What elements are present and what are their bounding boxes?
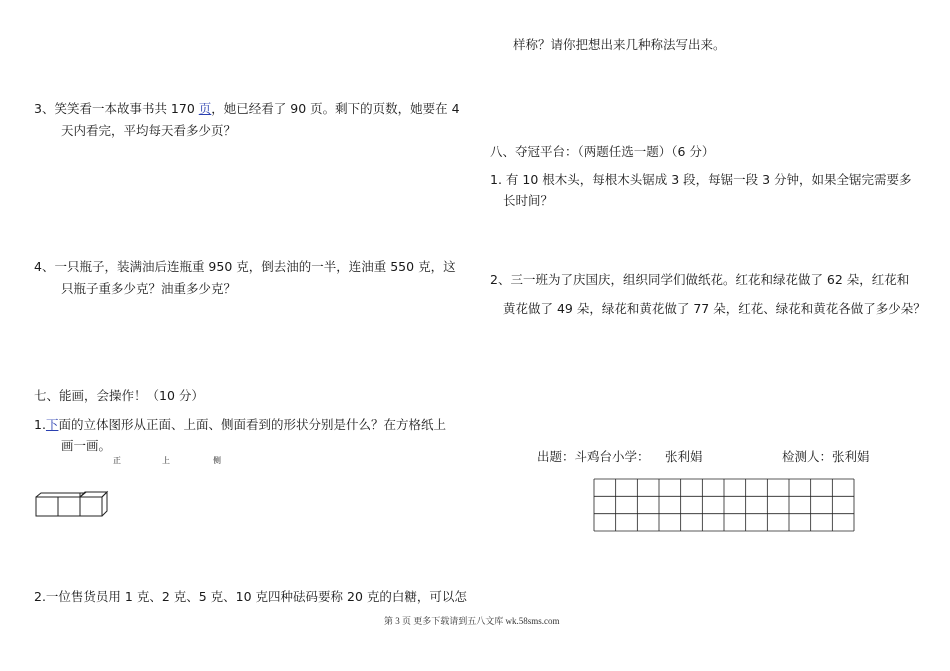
page-footer: 第 3 页 更多下载请到五八文库 wk.58sms.com	[384, 616, 560, 626]
grid-paper	[593, 478, 855, 532]
s8-q2-line2: 黄花做了 49 朵，绿花和黄花做了 77 朵，红花、绿花和黄花各做了多少朵？	[503, 301, 926, 316]
q4-line2: 只瓶子重多少克？油重多少克？	[61, 281, 237, 296]
q3-line2: 天内看完，平均每天看多少页？	[61, 123, 237, 138]
q3-page-link[interactable]: 页	[198, 101, 212, 116]
s7-q1-link[interactable]: 下	[45, 417, 59, 432]
s7-q1-prefix: 1.	[34, 417, 46, 432]
section7-title: 七、能画，会操作！（10 分）	[34, 388, 204, 403]
cube-figure	[34, 488, 114, 518]
view-label-top: 上	[162, 456, 170, 465]
right-top-continuation: 样称？请你把想出来几种称法写出来。	[513, 37, 726, 52]
q3-line1-b: ，她已经看了 90 页。剩下的页数，她要在 4	[211, 101, 460, 116]
s7-q2-line1: 2.一位售货员用 1 克、2 克、5 克、10 克四种砝码要称 20 克的白糖，可以怎	[34, 589, 467, 604]
view-label-front: 正	[113, 456, 121, 465]
s8-q1-line2: 长时间？	[503, 193, 554, 208]
q4-line1: 4、一只瓶子，装满油后连瓶重 950 克，倒去油的一半，连油重 550 克，这	[34, 259, 456, 274]
q3-line1-a: 3、笑笑看一本故事书共 170	[34, 101, 199, 116]
view-label-side: 侧	[213, 456, 221, 465]
s7-q1-rest: 面的立体图形从正面、上面、侧面看到的形状分别是什么？在方格纸上	[58, 417, 446, 432]
author-name: 张利娟	[665, 449, 703, 464]
section8-title: 八、夺冠平台：（两题任选一题）（6 分）	[490, 144, 715, 159]
s7-q1-line1	[34, 417, 446, 433]
author-label: 出题：斗鸡台小学：	[537, 449, 650, 464]
checker: 检测人：张利娟	[782, 449, 870, 464]
s8-q2-line1: 2、三一班为了庆国庆，组织同学们做纸花。红花和绿花做了 62 朵，红花和	[490, 272, 910, 287]
s7-q1-line2: 画一画。	[61, 438, 112, 453]
q3-line1	[34, 101, 460, 117]
s8-q1-line1: 1. 有 10 根木头，每根木头锯成 3 段，每锯一段 3 分钟，如果全锯完需要多	[490, 172, 912, 187]
